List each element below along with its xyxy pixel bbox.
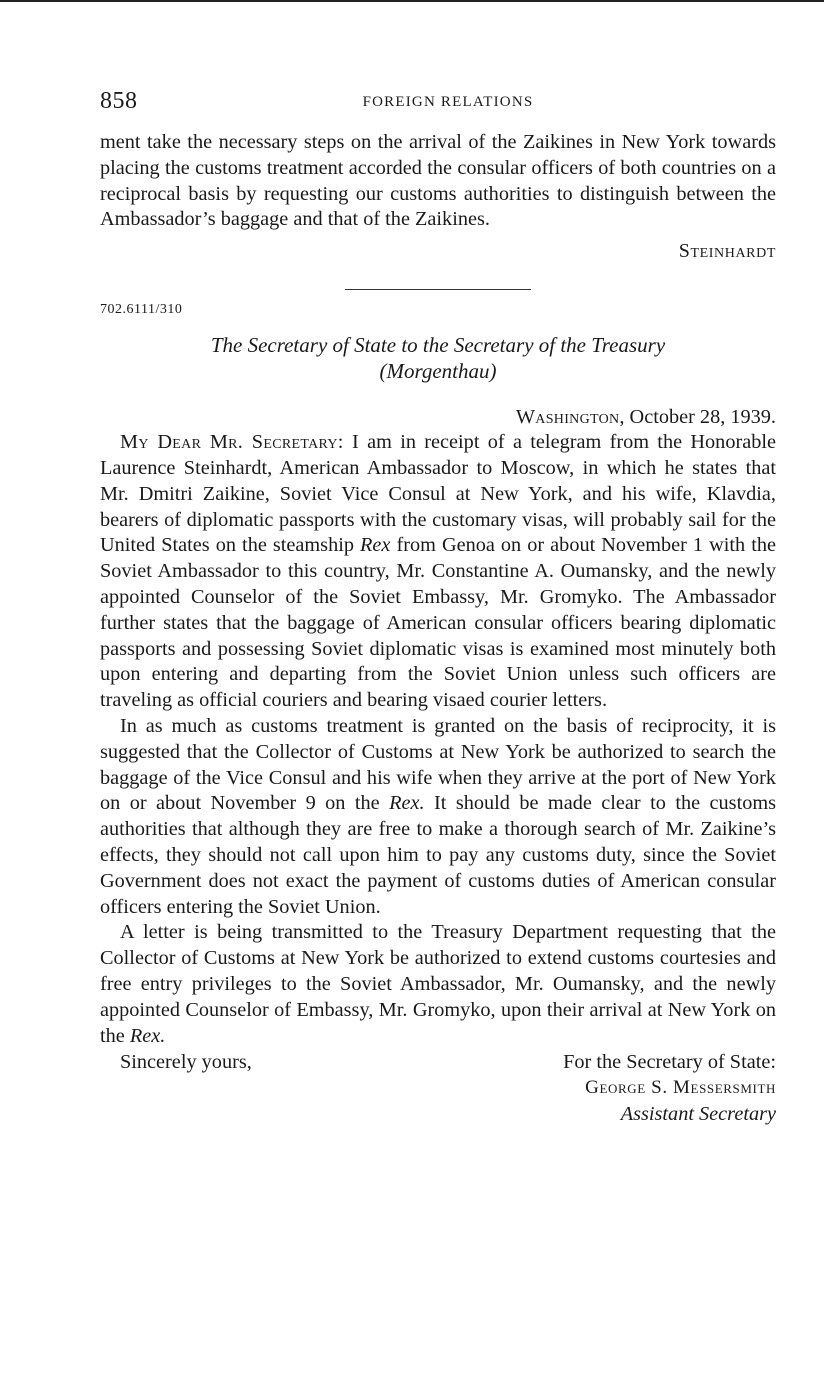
for-secretary-line: For the Secretary of State: (563, 1051, 776, 1074)
paragraph-1-text-a: I am in receipt of a telegram from the Honorable Laurence Steinhardt, American Ambassador to Moscow, in which he states that Mr. Dmitri Zaikine, Soviet Vice Consul at New York, and his wife, Klavdia, bearers of diplomatic passports with the customary visas, will probably sail for the United States on the steamship (100, 431, 777, 557)
dateline (100, 404, 776, 430)
ship-name: Rex (360, 534, 391, 557)
paragraph-1-text-b: from Genoa on or about November 1 with the Soviet Ambassador to this country, Mr. Constantine A. Oumansky, and the newly appointed Counselor of the Soviet Embassy, Mr. Gromyko. The Ambassador further states that the baggage of American consular officers bearing diplomatic passports and possessing Soviet diplomatic visas is examined most minutely both upon entering and departing from the Soviet Union unless such officers are traveling as official couriers and bearing visaed courier letters. (100, 534, 776, 712)
section-divider (345, 289, 531, 290)
letter-paragraph-3 (100, 920, 776, 1049)
page-number: 858 (100, 88, 138, 114)
salutation: My Dear Mr. Secretary: (120, 431, 344, 454)
running-head: FOREIGN RELATIONS (362, 94, 534, 110)
dateline-place: Washington (515, 406, 620, 429)
complimentary-close: Sincerely yours, (120, 1051, 252, 1074)
letter-paragraph-2 (100, 714, 776, 920)
signer-title: Assistant Secretary (620, 1103, 776, 1126)
paragraph-2-text-b: It should be made clear to the customs authorities that although they are free to make a thorough search of Mr. Zaikine’s effects, they should not call upon him to pay any customs duty, since the Soviet Government does not exact the payment of customs duties of American consular officers entering the Soviet Union. (100, 792, 777, 918)
document-title (100, 332, 776, 384)
paragraph-2-text-a: In as much as customs treatment is granted on the basis of reciprocity, it is suggested that the Collector of Customs at New York be authorized to search the baggage of the Vice Consul and his wife when they arrive at the port of New York on or about November 9 on the (100, 714, 776, 815)
previous-document-signature: Steinhardt (678, 240, 776, 263)
closing-row (100, 1049, 776, 1075)
document-title-line2: (Morgenthau) (379, 359, 497, 384)
page-header (100, 88, 776, 118)
signer-name: George S. Messersmith (585, 1077, 776, 1099)
file-number: 702.6111/310 (100, 302, 183, 318)
dateline-date: , October 28, 1939. (619, 406, 776, 429)
top-border-rule (0, 0, 824, 2)
document-title-line1: The Secretary of State to the Secretary of the Treasury (210, 333, 666, 358)
paragraph-3-text-a: A letter is being transmitted to the Treasury Department requesting that the Collector of Customs at New York be authorized to extend customs courtesies and free entry privileges to the Soviet Ambassador, Mr. Oumansky, and the newly appointed Counselor of Embassy, Mr. Gromyko, upon their arrival at New York on the (100, 921, 776, 1047)
document-page (100, 88, 776, 1127)
paragraph-2-ship-name: Rex. (389, 792, 425, 815)
letter-paragraph-1 (100, 430, 776, 714)
previous-document-continuation: ment take the necessary steps on the arrival of the Zaikines in New York towards placing the customs treatment accorded the consular officers of both countries on a reciprocal basis by requesting our customs authorities to distinguish between the Ambassador’s baggage and that of the Zaikines. (100, 131, 776, 231)
paragraph-3-ship-name: Rex. (129, 1024, 166, 1047)
